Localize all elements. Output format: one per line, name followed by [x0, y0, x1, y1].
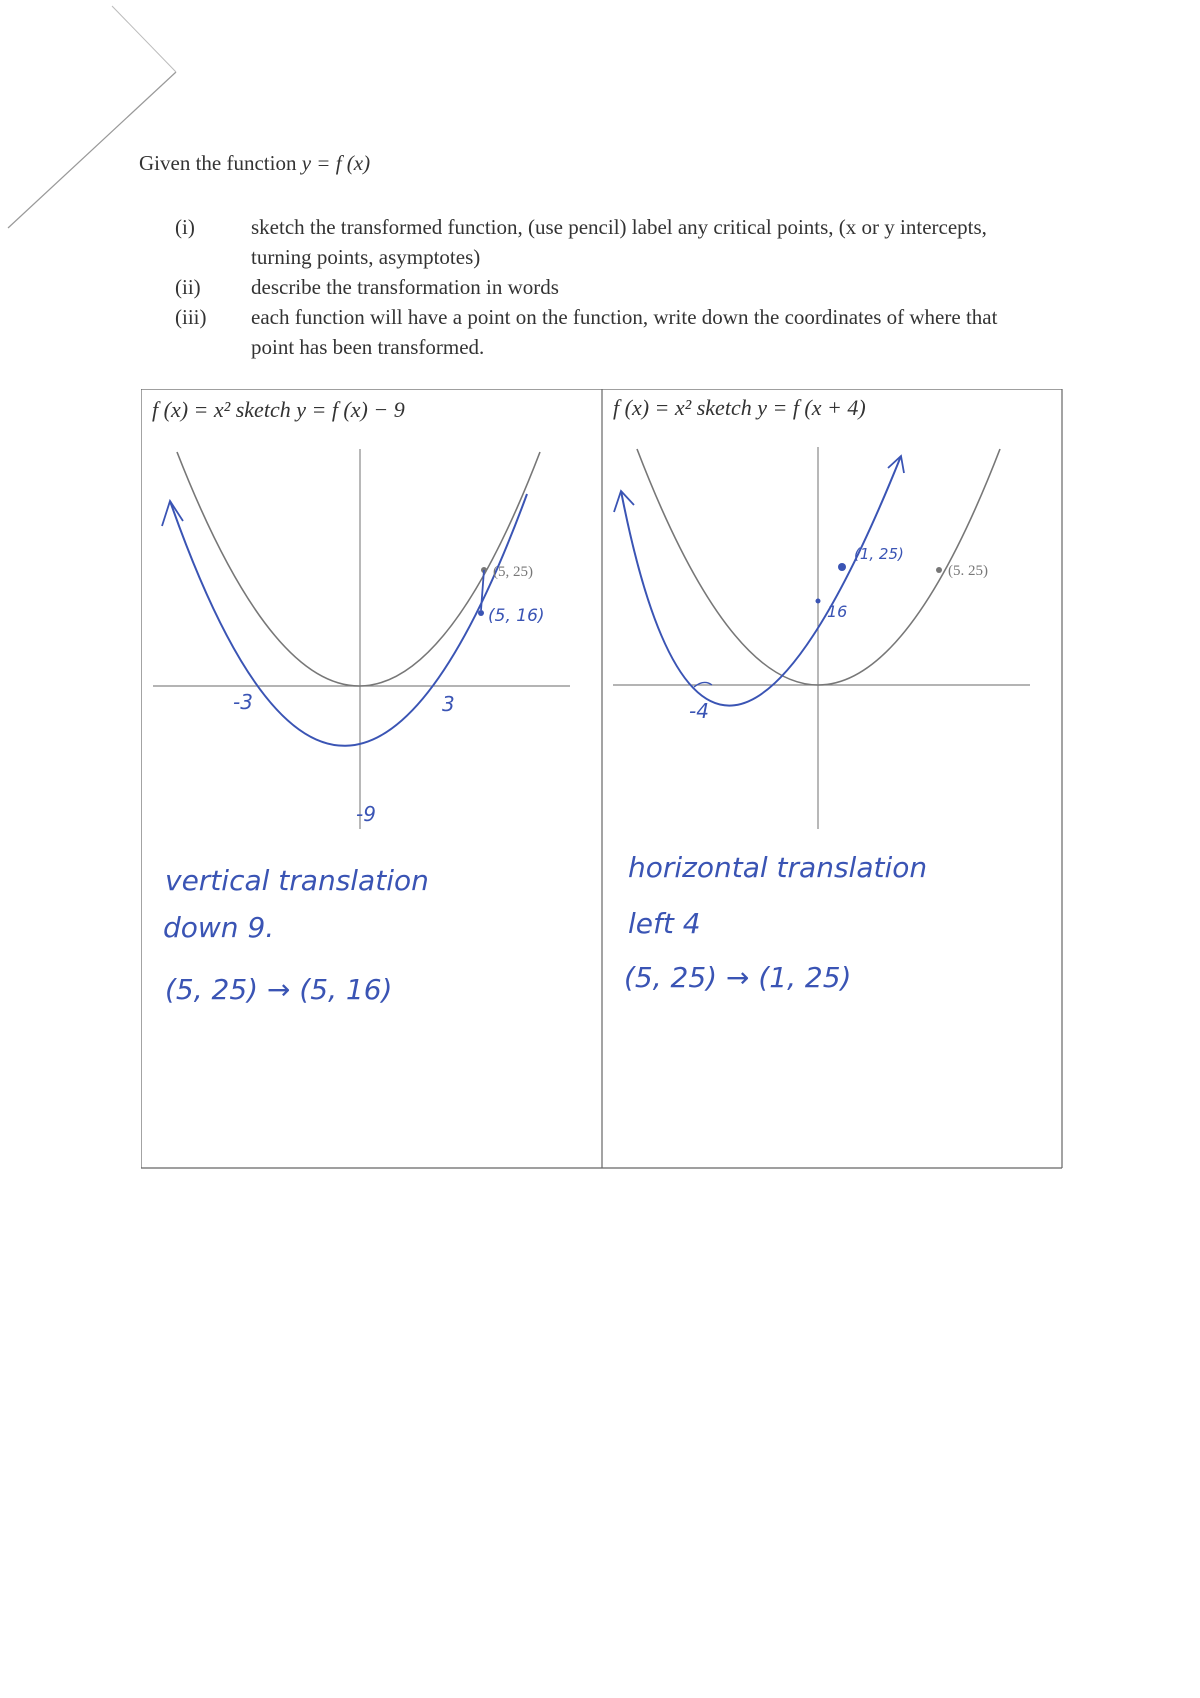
point-annotation: (5, 16)	[488, 606, 545, 626]
panel-horizontal-shift	[602, 389, 1063, 1169]
intro-function: y = f (x)	[301, 151, 371, 175]
answer-line-1: vertical translation	[165, 864, 429, 897]
instruction-number: (ii)	[175, 275, 201, 299]
intro-prefix: Given the function	[139, 151, 302, 175]
transformed-point-marker	[838, 563, 846, 571]
vertex-annotation: -9	[356, 802, 376, 826]
panel-title: f (x) = x² sketch y = f (x + 4)	[613, 395, 866, 420]
arrow-head	[162, 501, 183, 526]
instruction-number: (iii)	[175, 305, 207, 329]
instruction-number: (i)	[175, 215, 195, 239]
given-point-label: (5, 25)	[493, 564, 533, 580]
answer-line-2: left 4	[628, 907, 701, 940]
panel-graph	[602, 389, 1063, 829]
y-intercept-annotation: 16	[827, 602, 848, 621]
given-point-label: (5. 25)	[948, 563, 988, 579]
y-intercept-marker	[816, 599, 821, 604]
transformed-parabola	[621, 456, 901, 706]
panel-graph	[141, 389, 602, 829]
vertex-annotation: -4	[689, 699, 709, 723]
instruction-item	[175, 212, 1035, 272]
instruction-item	[175, 302, 1035, 362]
instruction-text: each function will have a point on the function, write down the coordinates of where that point has been transformed.	[251, 305, 998, 359]
answer-table	[141, 389, 1063, 1169]
intro-line	[139, 151, 370, 176]
given-point-marker	[936, 567, 942, 573]
point-annotation: (1, 25)	[854, 545, 904, 563]
instruction-text: sketch the transformed function, (use pencil) label any critical points, (x or y intercepts, turning points, asymptotes)	[251, 215, 987, 269]
answer-line-1: horizontal translation	[628, 851, 928, 884]
instructions-list	[175, 212, 1035, 362]
right-root-annotation: 3	[442, 692, 455, 716]
transformed-parabola	[170, 494, 527, 746]
scan-edge-mark	[0, 0, 200, 260]
answer-line-3: (5, 25) → (5, 16)	[165, 973, 393, 1006]
panel-title: f (x) = x² sketch y = f (x) − 9	[152, 397, 405, 422]
answer-line-3: (5, 25) → (1, 25)	[624, 961, 852, 994]
panel-vertical-shift	[141, 389, 602, 1169]
answer-line-2: down 9.	[163, 911, 275, 944]
transformed-point-marker	[478, 610, 484, 616]
instruction-item	[175, 272, 1035, 302]
left-root-annotation: -3	[233, 690, 253, 714]
instruction-text: describe the transformation in words	[251, 275, 559, 299]
